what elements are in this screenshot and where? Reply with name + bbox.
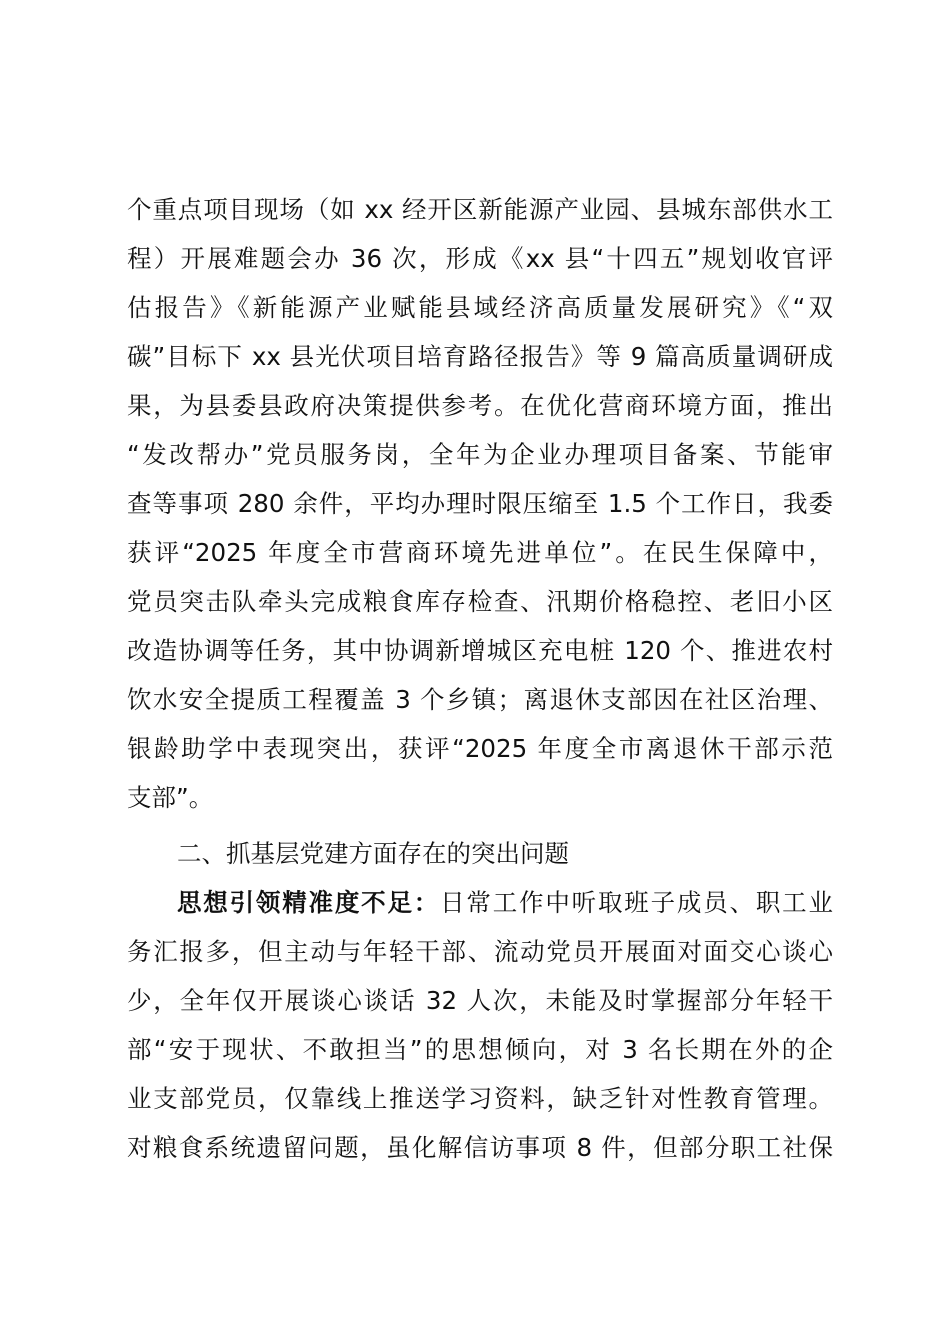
paragraph-line: 党员突击队牵头完成粮食库存检查、汛期价格稳控、老旧小区 xyxy=(127,587,833,616)
paragraph-line: 个重点项目现场（如 xx 经开区新能源产业园、县城东部供水工 xyxy=(127,195,833,224)
paragraph-line: 改造协调等任务，其中协调新增城区充电桩 120 个、推进农村 xyxy=(127,636,833,665)
paragraph-line: 饮水安全提质工程覆盖 3 个乡镇；离退休支部因在社区治理、 xyxy=(127,685,833,714)
paragraph-line: 获评“2025 年度全市营商环境先进单位”。在民生保障中， xyxy=(127,538,833,567)
paragraph-first-line xyxy=(177,883,833,923)
section-heading: 二、抓基层党建方面存在的突出问题 xyxy=(177,839,569,868)
paragraph-line: 碳”目标下 xx 县光伏项目培育路径报告》等 9 篇高质量调研成 xyxy=(127,342,833,371)
paragraph-line: 对粮食系统遗留问题，虽化解信访事项 8 件，但部分职工社保 xyxy=(127,1133,833,1162)
paragraph-line: 业支部党员，仅靠线上推送学习资料，缺乏针对性教育管理。 xyxy=(127,1084,833,1113)
paragraph-line: 支部”。 xyxy=(127,783,214,812)
paragraph-text: 日常工作中听取班子成员、职工业 xyxy=(440,888,833,917)
paragraph-line: 务汇报多，但主动与年轻干部、流动党员开展面对面交心谈心 xyxy=(127,937,833,966)
paragraph-line: 程）开展难题会办 36 次，形成《xx 县“十四五”规划收官评 xyxy=(127,244,833,273)
paragraph-line: 查等事项 280 余件，平均办理时限压缩至 1.5 个工作日，我委 xyxy=(127,489,833,518)
paragraph-line: 果，为县委县政府决策提供参考。在优化营商环境方面，推出 xyxy=(127,391,833,420)
paragraph-line: 估报告》《新能源产业赋能县域经济高质量发展研究》《“双 xyxy=(127,293,833,322)
paragraph-line: 部“安于现状、不敢担当”的思想倾向，对 3 名长期在外的企 xyxy=(127,1035,833,1064)
paragraph-line: 银龄助学中表现突出，获评“2025 年度全市离退休干部示范 xyxy=(127,734,833,763)
bold-lead-text: 思想引领精准度不足： xyxy=(177,888,441,917)
paragraph-line: “发改帮办”党员服务岗，全年为企业办理项目备案、节能审 xyxy=(127,440,833,469)
paragraph-line: 少，全年仅开展谈心谈话 32 人次，未能及时掌握部分年轻干 xyxy=(127,986,833,1015)
